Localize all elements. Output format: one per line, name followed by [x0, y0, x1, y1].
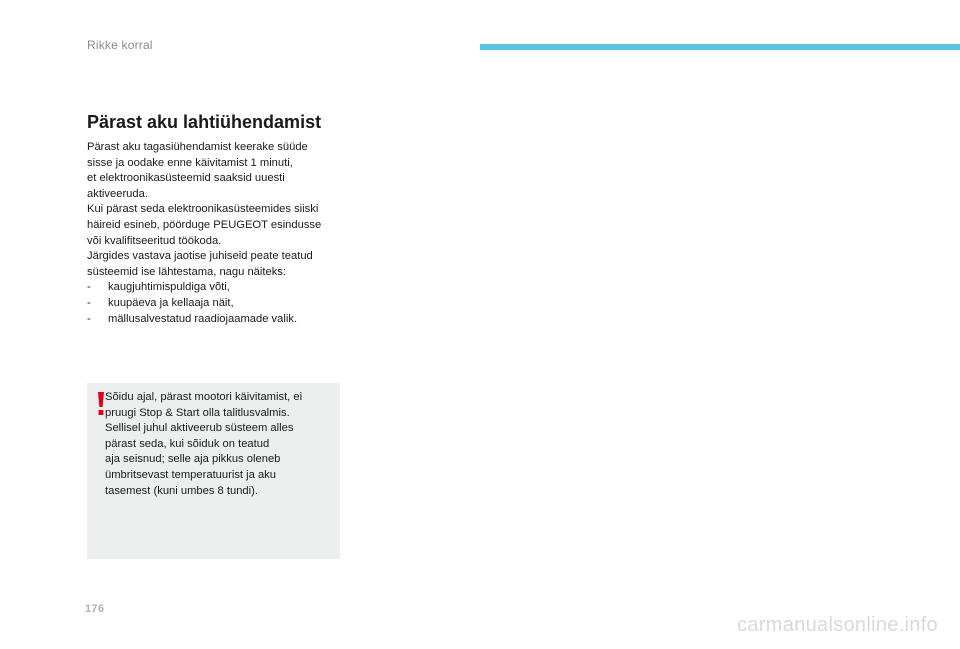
- warning-line: pruugi Stop & Start olla talitlusvalmis.: [105, 406, 290, 419]
- body-line: et elektroonikasüsteemid saaksid uuesti: [87, 172, 285, 185]
- section-header: Rikke korral: [87, 38, 153, 52]
- warning-line: Sõidu ajal, pärast mootori käivitamist, ei: [105, 391, 303, 403]
- body-line: Järgides vastava jaotise juhiseid peate teatud: [87, 250, 313, 263]
- list-item-text: kuupäeva ja kellaaja näit,: [108, 296, 234, 309]
- list-item-text: kaugjuhtimispuldiga võti,: [108, 281, 230, 294]
- list-item: [87, 296, 357, 312]
- body-line: süsteemid ise lähtestama, nagu näiteks:: [87, 265, 286, 278]
- warning-line: tasemest (kuni umbes 8 tundi).: [105, 484, 258, 497]
- warning-text: [105, 390, 335, 499]
- list-dash: -: [87, 312, 91, 325]
- list-dash: -: [87, 281, 91, 294]
- warning-line: aja seisnud; selle aja pikkus oleneb: [105, 453, 281, 466]
- header-accent-bar: [480, 44, 960, 50]
- list-dash: -: [87, 296, 91, 309]
- body-text: [87, 140, 357, 327]
- body-line: Kui pärast seda elektroonikasüsteemides siiski: [87, 203, 319, 216]
- list-item: [87, 280, 357, 296]
- warning-line: Sellisel juhul aktiveerub süsteem alles: [105, 422, 294, 435]
- list-item-text: mällusalvestatud raadiojaamade valik.: [108, 312, 298, 325]
- warning-line: pärast seda, kui sõiduk on teatud: [105, 437, 270, 450]
- page-title: Pärast aku lahtiühendamist: [87, 112, 322, 132]
- warning-line: ümbritsevast temperatuurist ja aku: [105, 468, 276, 481]
- warning-box: [87, 383, 340, 559]
- body-line: Pärast aku tagasiühendamist keerake süüde: [87, 141, 308, 153]
- body-line: sisse ja oodake enne käivitamist 1 minuti,: [87, 156, 293, 169]
- body-line: aktiveeruda.: [87, 187, 148, 200]
- body-line: või kvalifitseeritud töökoda.: [87, 234, 222, 247]
- list-item: [87, 312, 357, 328]
- page-number: 176: [85, 603, 105, 615]
- reset-systems-list: [87, 280, 357, 327]
- watermark: carmanualsonline.info: [737, 614, 938, 636]
- body-line: häireid esineb, pöörduge PEUGEOT esindusse: [87, 218, 322, 231]
